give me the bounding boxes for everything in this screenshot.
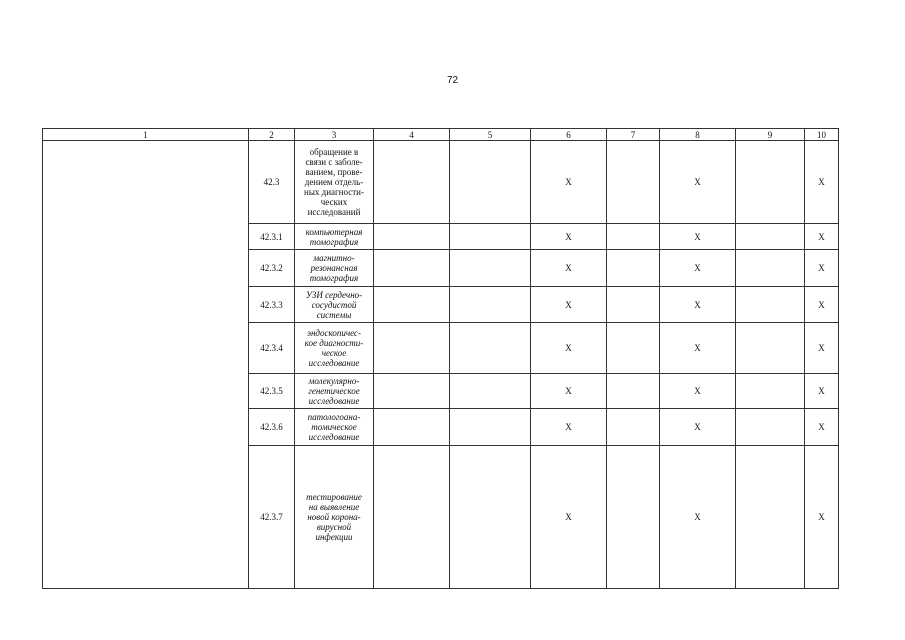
desc-line: УЗИ сердечно- <box>305 289 363 300</box>
mark-cell-col10: X <box>805 409 839 446</box>
mark-cell-col10: X <box>805 250 839 287</box>
empty-cell <box>450 374 531 409</box>
desc-line: обращение в <box>309 147 359 157</box>
row-description <box>295 224 374 250</box>
row-description <box>295 250 374 287</box>
mark-cell-col8: X <box>660 141 736 224</box>
desc-line: генетическое <box>308 386 360 396</box>
row-description <box>295 287 374 323</box>
mark-cell-col8: X <box>660 323 736 374</box>
desc-line: томическое <box>311 422 357 432</box>
mark-cell-col6: X <box>531 409 607 446</box>
mark-cell-col8: X <box>660 409 736 446</box>
desc-line: исследование <box>308 432 360 442</box>
desc-line: тестирование <box>306 492 362 502</box>
desc-line: новой корона- <box>307 512 361 522</box>
desc-line: томография <box>309 236 359 247</box>
merged-column-1-cell <box>43 141 249 589</box>
empty-cell <box>374 141 450 224</box>
desc-line: инфекции <box>315 532 353 542</box>
mark-cell-col6: X <box>531 323 607 374</box>
document-table <box>42 128 839 589</box>
mark-cell-col8: X <box>660 446 736 589</box>
mark-cell-col6: X <box>531 446 607 589</box>
desc-line: вирусной <box>316 522 352 532</box>
empty-cell <box>736 446 805 589</box>
desc-line: компьютерная <box>305 226 363 237</box>
empty-cell <box>607 141 660 224</box>
mark-cell-col8: X <box>660 287 736 323</box>
row-code: 42.3.3 <box>249 287 295 323</box>
header-cell: 6 <box>531 129 607 141</box>
desc-line: связи с заболе- <box>305 157 363 167</box>
row-description <box>295 323 374 374</box>
row-code: 42.3.5 <box>249 374 295 409</box>
empty-cell <box>607 250 660 287</box>
row-description <box>295 374 374 409</box>
desc-line: дением отдель- <box>304 177 364 187</box>
mark-cell-col10: X <box>805 141 839 224</box>
empty-cell <box>736 323 805 374</box>
empty-cell <box>374 250 450 287</box>
table-row <box>43 141 839 224</box>
desc-line: ческих <box>320 197 348 207</box>
row-description <box>295 409 374 446</box>
empty-cell <box>374 224 450 250</box>
header-cell: 7 <box>607 129 660 141</box>
desc-line: резонансная <box>310 263 358 273</box>
desc-line: магнитно- <box>313 253 355 263</box>
desc-line: ных диагности- <box>304 187 364 197</box>
header-cell: 8 <box>660 129 736 141</box>
mark-cell-col8: X <box>660 224 736 250</box>
row-description <box>295 446 374 589</box>
header-cell: 4 <box>374 129 450 141</box>
row-code: 42.3.2 <box>249 250 295 287</box>
empty-cell <box>450 446 531 589</box>
empty-cell <box>736 141 805 224</box>
mark-cell-col10: X <box>805 323 839 374</box>
desc-line: патологоана- <box>307 412 361 422</box>
header-cell: 9 <box>736 129 805 141</box>
empty-cell <box>374 287 450 323</box>
row-code: 42.3.4 <box>249 323 295 374</box>
empty-cell <box>450 409 531 446</box>
desc-line: томография <box>309 273 359 283</box>
empty-cell <box>450 224 531 250</box>
empty-cell <box>607 446 660 589</box>
header-cell: 5 <box>450 129 531 141</box>
empty-cell <box>450 287 531 323</box>
table-header-row <box>43 129 839 141</box>
desc-line: ванием, прове- <box>305 167 363 177</box>
empty-cell <box>736 287 805 323</box>
empty-cell <box>450 323 531 374</box>
mark-cell-col8: X <box>660 374 736 409</box>
mark-cell-col10: X <box>805 374 839 409</box>
mark-cell-col10: X <box>805 224 839 250</box>
desc-line: кое диагности- <box>304 338 364 348</box>
desc-line: молекулярно- <box>308 376 360 386</box>
empty-cell <box>374 409 450 446</box>
empty-cell <box>607 224 660 250</box>
header-cell: 3 <box>295 129 374 141</box>
mark-cell-col6: X <box>531 250 607 287</box>
header-cell: 2 <box>249 129 295 141</box>
empty-cell <box>736 374 805 409</box>
desc-line: исследование <box>308 396 360 406</box>
desc-line: на выявление <box>308 502 360 512</box>
row-code: 42.3 <box>249 141 295 224</box>
desc-line: эндоскопичес- <box>306 328 361 338</box>
mark-cell-col10: X <box>805 446 839 589</box>
empty-cell <box>450 250 531 287</box>
empty-cell <box>607 323 660 374</box>
desc-line: исследование <box>308 358 360 368</box>
empty-cell <box>736 409 805 446</box>
mark-cell-col6: X <box>531 224 607 250</box>
mark-cell-col10: X <box>805 287 839 323</box>
row-description <box>295 141 374 224</box>
empty-cell <box>736 250 805 287</box>
desc-line: системы <box>316 309 352 320</box>
mark-cell-col6: X <box>531 141 607 224</box>
mark-cell-col6: X <box>531 374 607 409</box>
row-code: 42.3.7 <box>249 446 295 589</box>
mark-cell-col6: X <box>531 287 607 323</box>
empty-cell <box>374 323 450 374</box>
empty-cell <box>607 287 660 323</box>
desc-line: сосудистой <box>311 299 357 310</box>
page-number: 72 <box>446 75 459 86</box>
empty-cell <box>374 446 450 589</box>
mark-cell-col8: X <box>660 250 736 287</box>
empty-cell <box>450 141 531 224</box>
header-cell: 10 <box>805 129 839 141</box>
empty-cell <box>607 409 660 446</box>
desc-line: исследований <box>307 207 361 217</box>
header-cell: 1 <box>43 129 249 141</box>
row-code: 42.3.1 <box>249 224 295 250</box>
row-code: 42.3.6 <box>249 409 295 446</box>
empty-cell <box>374 374 450 409</box>
empty-cell <box>736 224 805 250</box>
empty-cell <box>607 374 660 409</box>
desc-line: ческое <box>321 348 347 358</box>
